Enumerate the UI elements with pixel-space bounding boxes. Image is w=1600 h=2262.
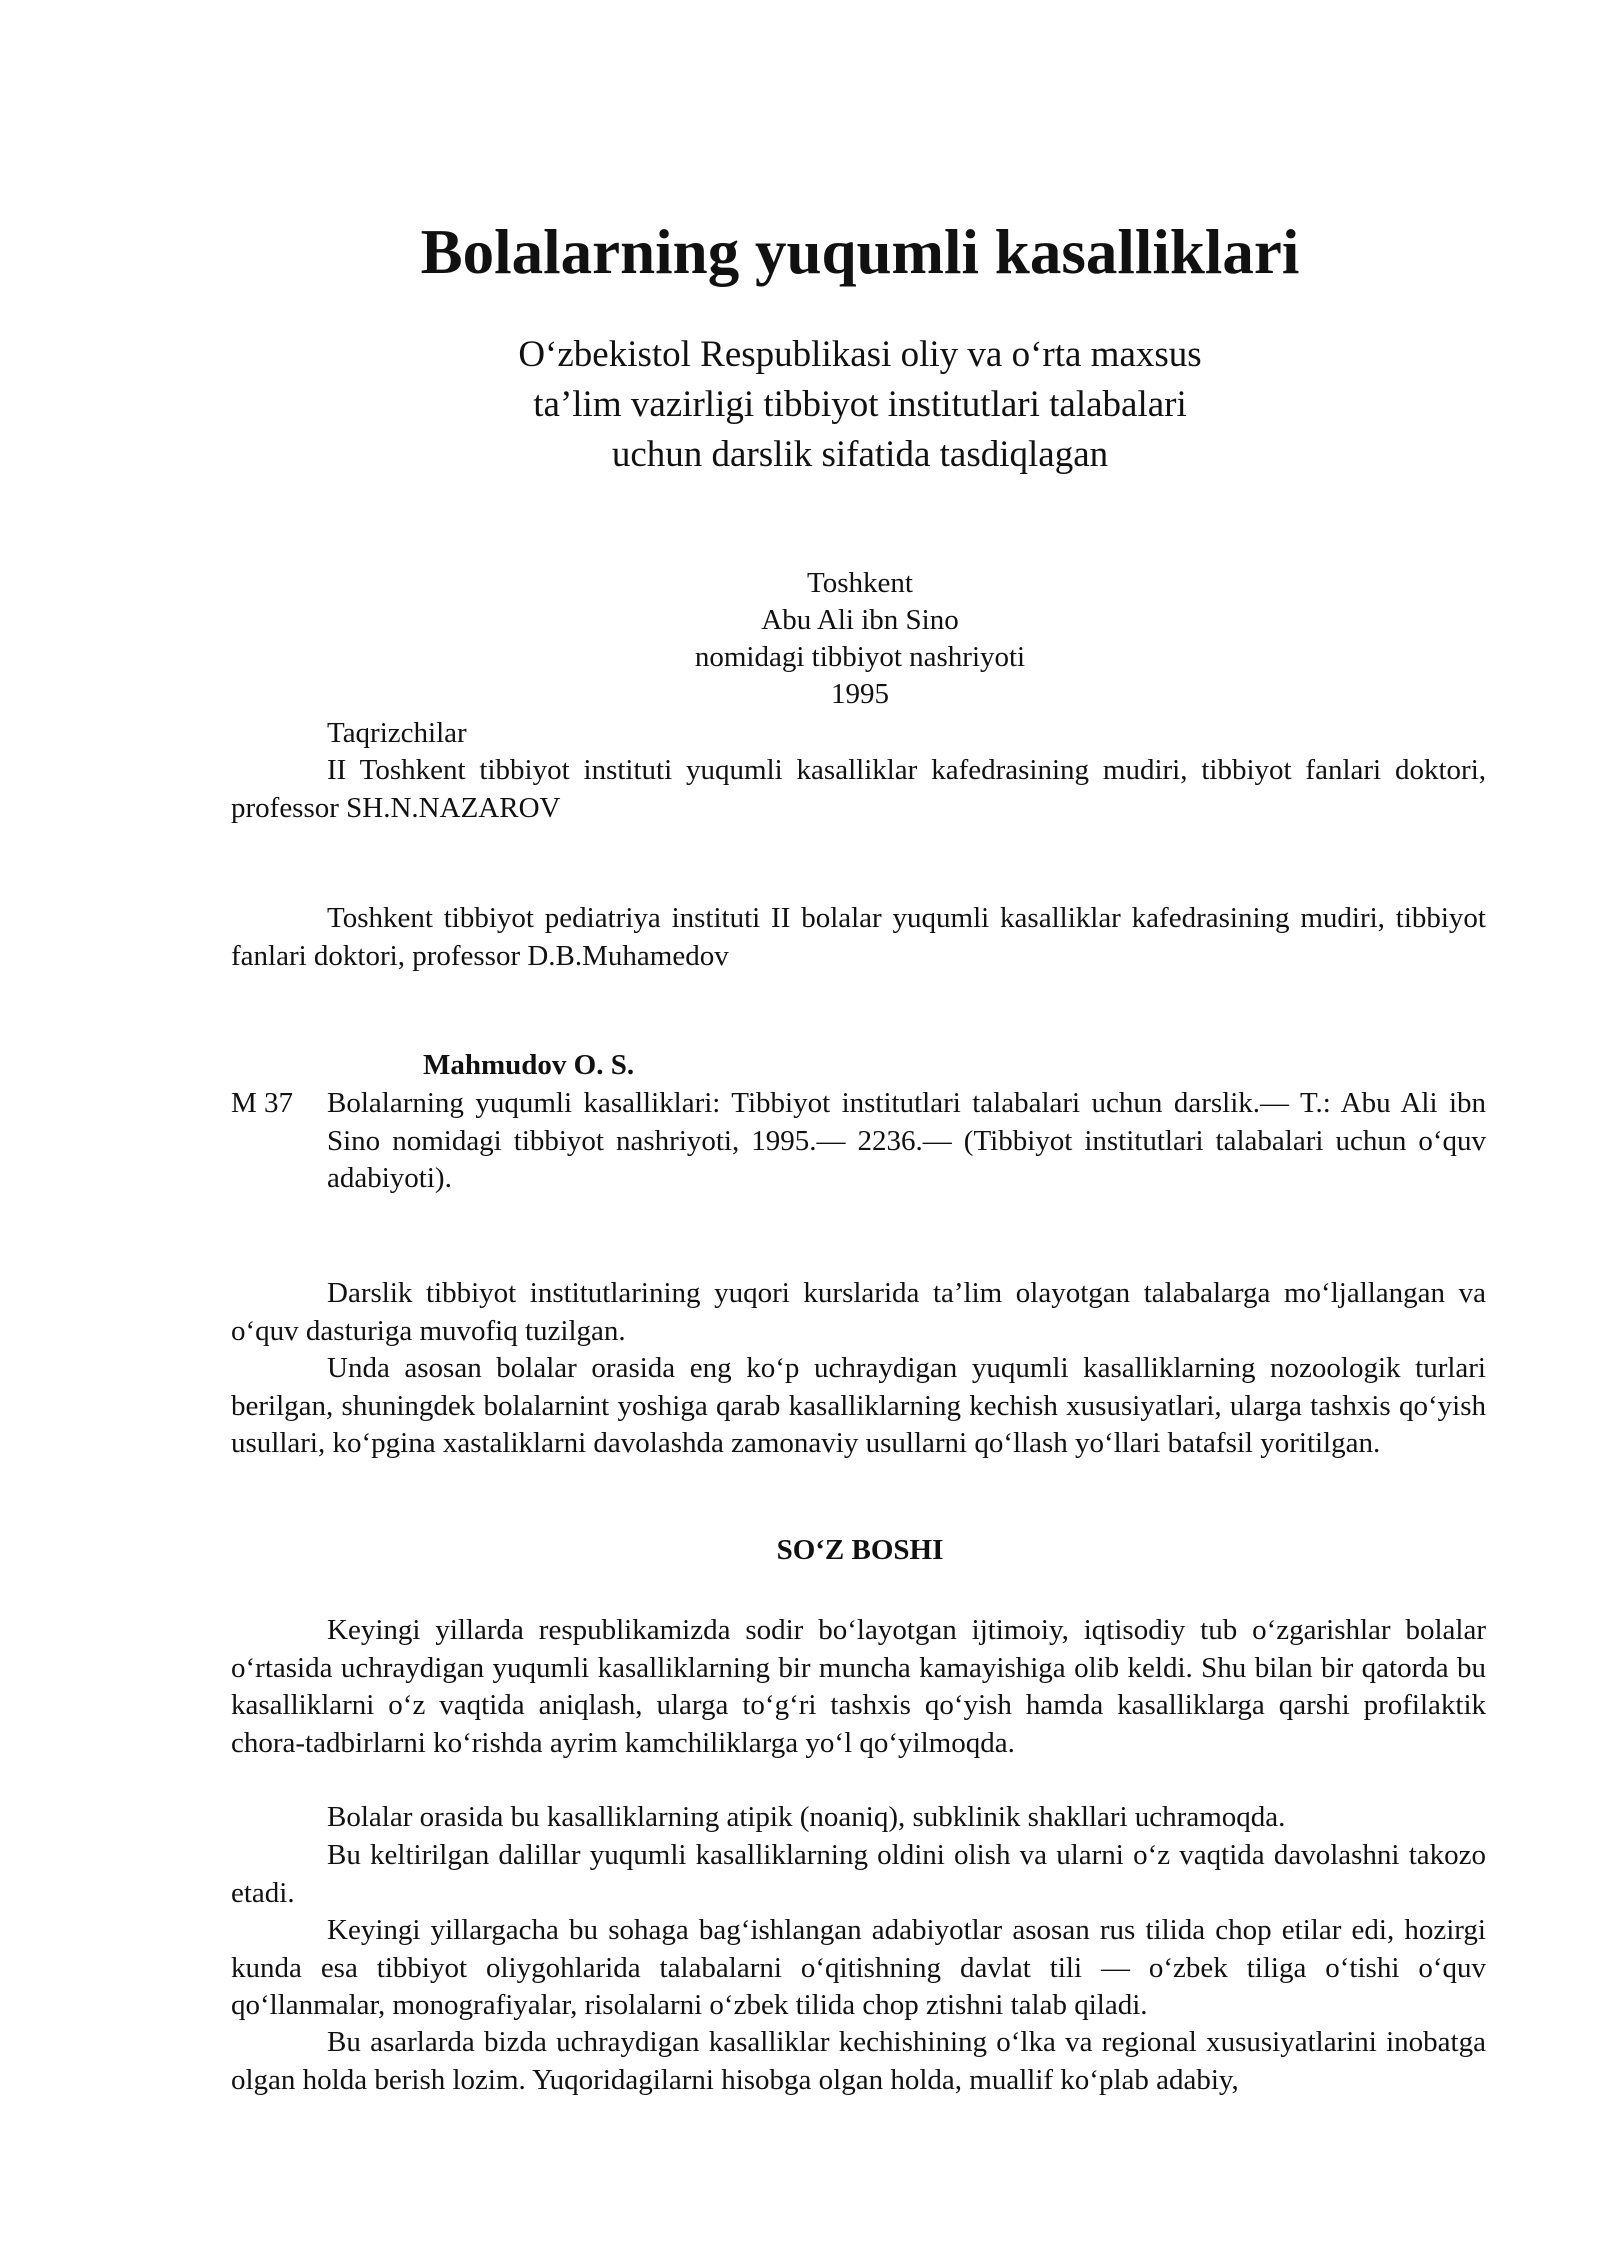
reviewer-2: Toshkent tibbiyot pediatriya instituti II bolalar yuqumli kasalliklar kafedrasining mudiri, tibbiyot fanlari doktori, professor D.B.Muhamedov [231, 902, 1486, 972]
preface-paragraph-2: Bolalar orasida bu kasalliklarning atipik (noaniq), subklinik shakllari uchramoqda. [327, 1801, 1286, 1833]
catalog-description: Bolalarning yuqumli kasalliklari: Tibbiyot institutlari talabalari uchun darslik.— T.: Abu Ali ibn Sino nomidagi tibbiyot nashriyoti, 1995.— 2236.— (Tibbiyot institutlari talabalari uchun o‘quv adabiyoti). [327, 1087, 1486, 1194]
preface-heading: SO‘Z BOSHI [776, 1534, 944, 1566]
book-title: Bolalarning yuqumli kasalliklari [420, 217, 1300, 287]
preface-paragraph-4: Keyingi yillargacha bu sohaga bag‘ishlangan adabiyotlar asosan rus tilida chop etilar edi, hozirgi kunda esa tibbiyot oliygohlarida talabalarni o‘qitishning davlat tili — o‘zbek tiliga o‘tishi o‘quv qo‘llanmalar, monografiyalar, risolalarni o‘zbek tilida chop ztishni talab qiladi. [231, 1914, 1486, 2021]
annotation-paragraph-2: Unda asosan bolalar orasida eng ko‘p uchraydigan yuqumli kasalliklarning nozoologik turlari berilgan, shuningdek bolalarnint yoshiga qarab kasalliklarning kechish xususiyatlari, ularga tashxis qo‘yish usullari, ko‘pgina xastaliklarni davolashda zamonaviy usullarni qo‘llash yo‘llari batafsil yoritilgan. [231, 1352, 1486, 1459]
approval-subtitle: O‘zbekistol Respublikasi oliy va o‘rta maxsus ta’lim vazirligi tibbiyot institutlari talabalari uchun darslik sifatida tasdiqlagan [518, 334, 1202, 475]
preface-paragraph-3: Bu keltirilgan dalillar yuqumli kasalliklarning oldini olish va ularni o‘z vaqtida davolashni takozo etadi. [231, 1839, 1486, 1909]
annotation-paragraph-1: Darslik tibbiyot institutlarining yuqori kurslarida ta’lim olayotgan talabalarga mo‘ljallangan va o‘quv dasturiga muvofiq tuzilgan. [231, 1277, 1486, 1347]
reviewer-1: II Toshkent tibbiyot instituti yuqumli kasalliklar kafedrasining mudiri, tibbiyot fanlari doktori, professor SH.N.NAZAROV [231, 754, 1486, 824]
imprint-year: 1995 [831, 678, 889, 710]
catalog-author: Mahmudov O. S. [423, 1049, 635, 1081]
imprint-publisher-line-2: nomidagi tibbiyot nashriyoti [694, 641, 1026, 673]
publication-imprint [600, 565, 1120, 713]
reviewers-heading: Taqrizchilar [327, 717, 467, 749]
preface-paragraph-1: Keyingi yillarda respublikamizda sodir bo‘layotgan ijtimoiy, iqtisodiy tub o‘zgarishlar bolalar o‘rtasida uchraydigan yuqumli kasalliklarning bir muncha kamayishiga olib keldi. Shu bilan bir qatorda bu kasalliklarni o‘z vaqtida aniqlash, ularga to‘g‘ri tashxis qo‘yish hamda kasalliklarga qarshi profilaktik chora-tadbirlarni ko‘rishda ayrim kamchiliklarga yo‘l qo‘yilmoqda. [231, 1614, 1486, 1759]
imprint-city: Toshkent [807, 567, 913, 599]
preface-paragraph-5: Bu asarlarda bizda uchraydigan kasalliklar kechishining o‘lka va regional xususiyatlarini inobatga olgan holda berish lozim. Yuqoridagilarni hisobga olgan holda, muallif ko‘plab adabiy, [231, 2026, 1486, 2096]
catalog-code: M 37 [231, 1087, 294, 1119]
imprint-publisher-line-1: Abu Ali ibn Sino [761, 604, 959, 636]
